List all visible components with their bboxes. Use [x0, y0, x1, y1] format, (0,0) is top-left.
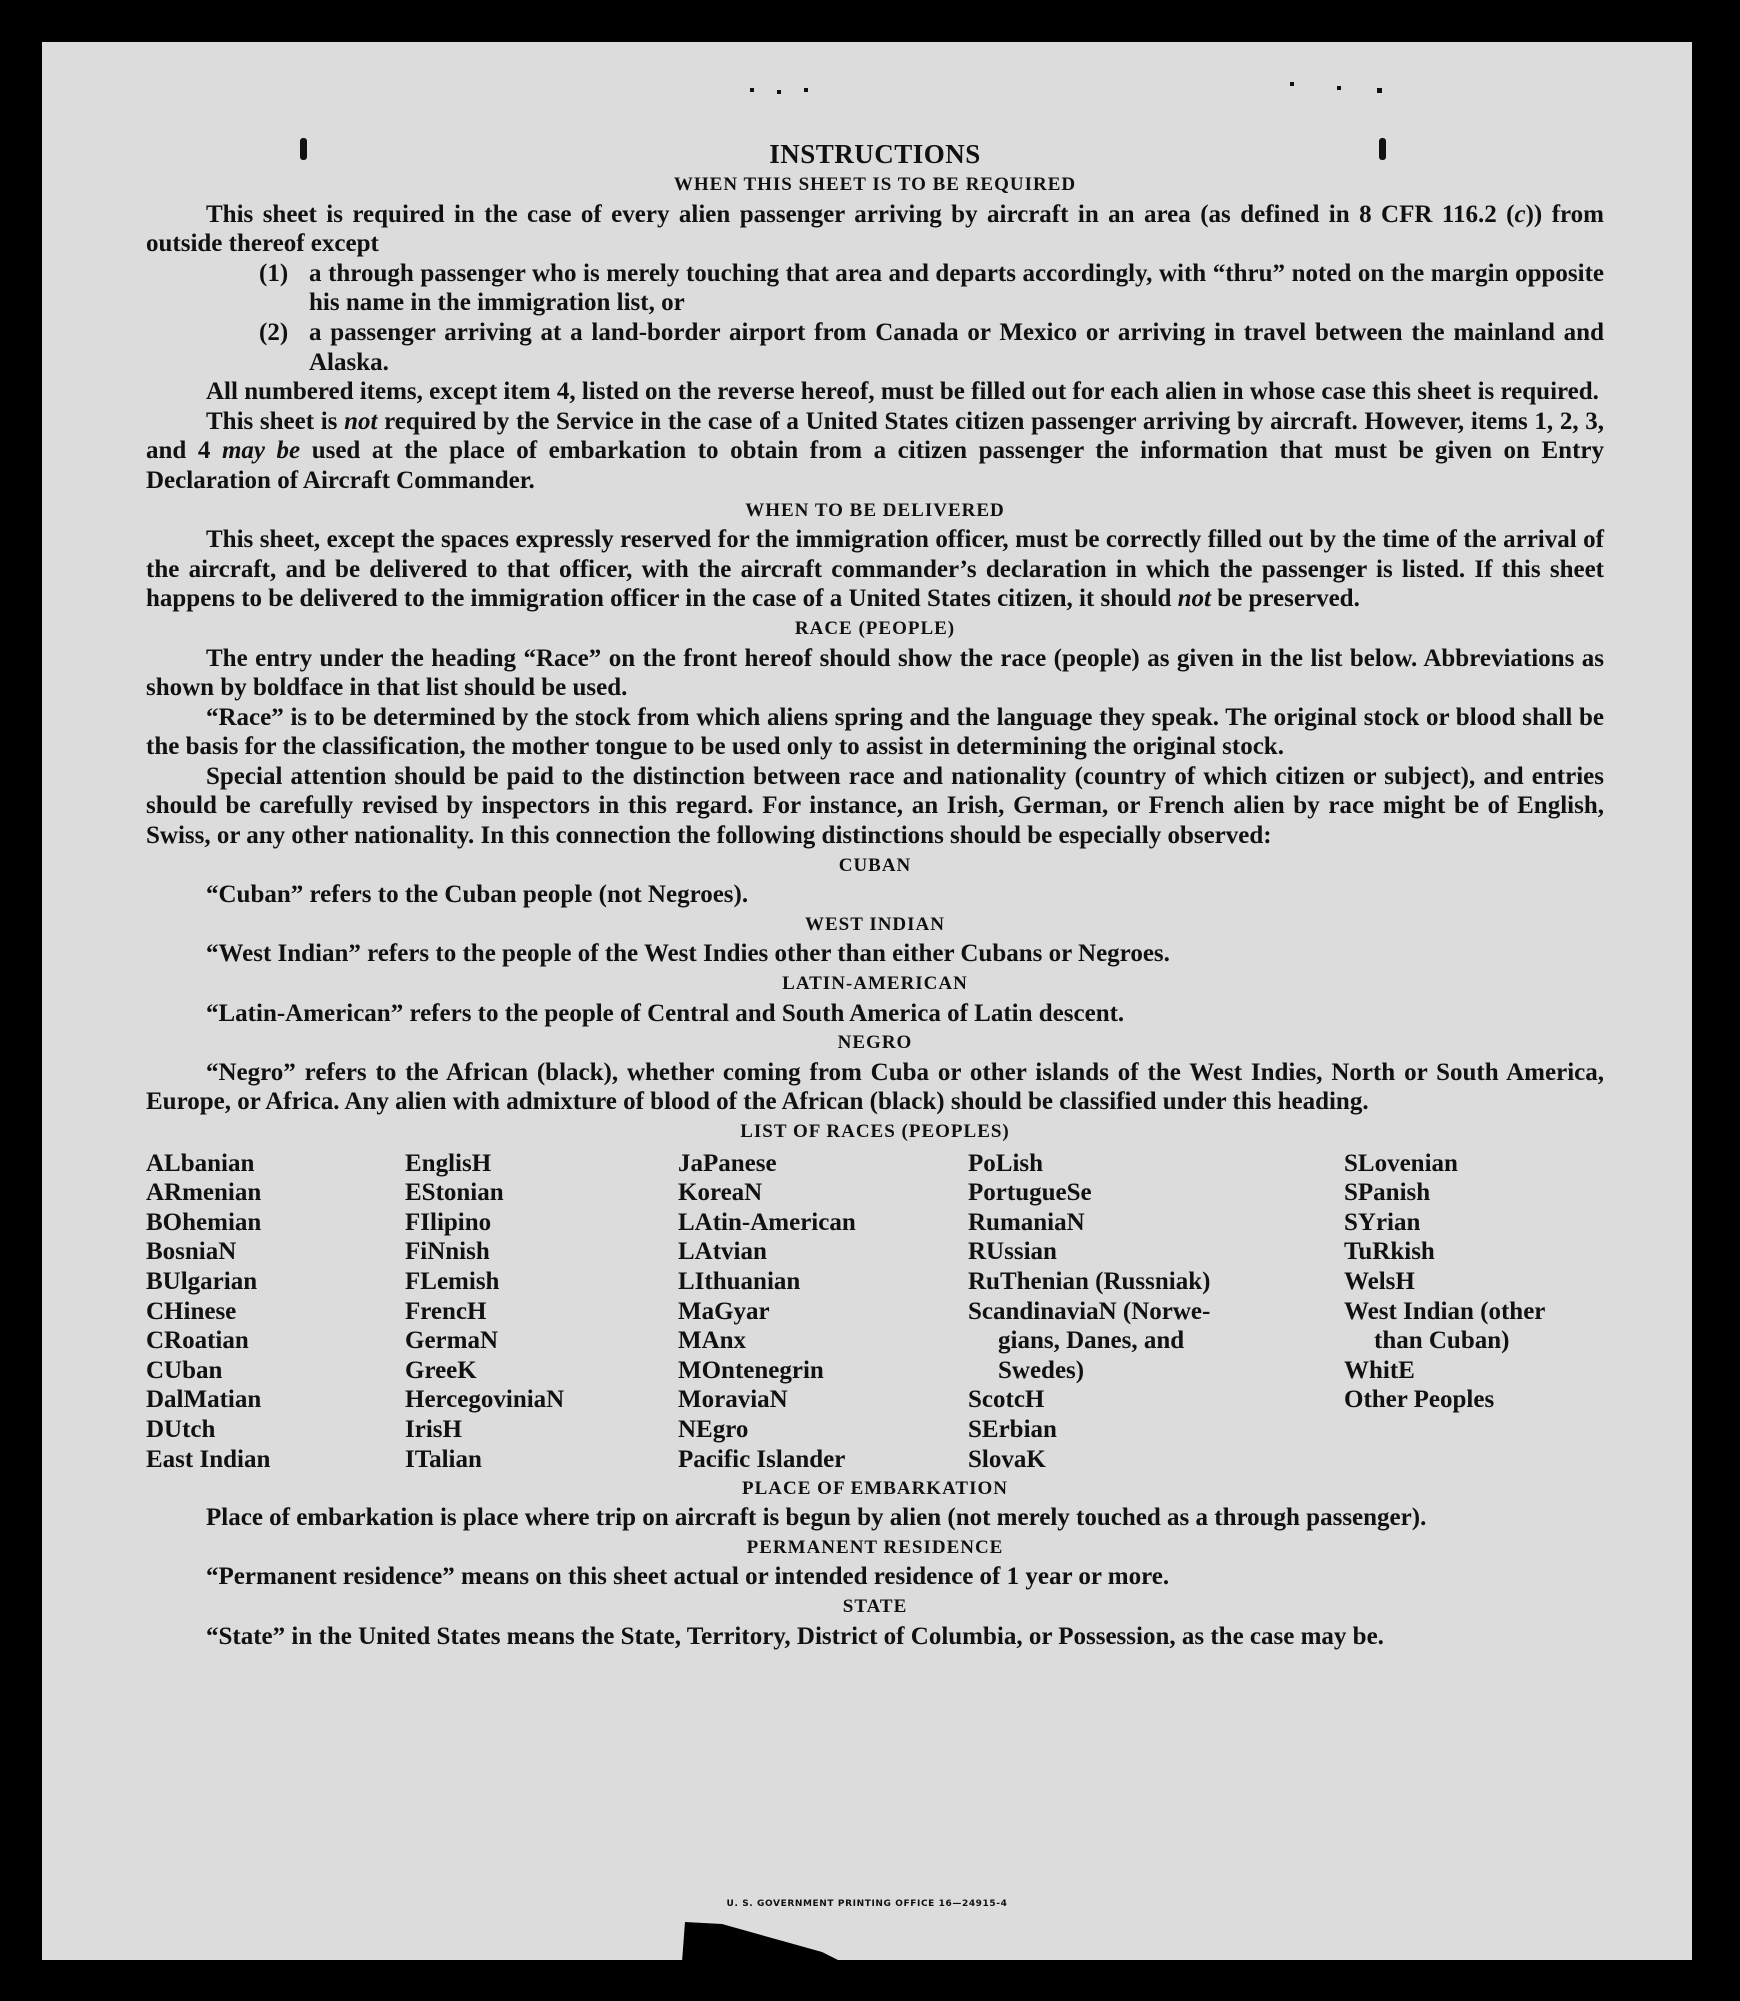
race-entry: FiNnish: [405, 1238, 490, 1266]
text-run: used at the place of embarkation to obtain from a citizen passenger the information that must be given on Entry Declaration of Aircraft Commander.: [146, 437, 1604, 494]
section-heading: RACE (PEOPLE): [794, 617, 956, 639]
races-column: [678, 1149, 856, 1475]
race-entry: EnglisH: [405, 1149, 492, 1177]
section-heading: PERMANENT RESIDENCE: [746, 1536, 1004, 1558]
paragraph: [146, 703, 1604, 762]
paragraph: [146, 1503, 1604, 1533]
race-entry: KoreaN: [678, 1179, 763, 1207]
paragraph: [146, 200, 1604, 259]
text-run: required by the Service in the case of a United States citizen passenger arriving by aircraft. However, items 1, 2, 3, and 4: [146, 407, 1604, 465]
scan-dot: [804, 88, 808, 92]
paragraph: [146, 377, 1604, 407]
section-heading: CUBAN: [838, 854, 912, 876]
race-entry: ScotcH: [968, 1386, 1045, 1414]
emphasis-text: not: [344, 407, 378, 435]
text-run: Place of embarkation is place where trip on aircraft is begun by alien (not merely touched as a through passenger).: [206, 1504, 1427, 1532]
race-entry: GermaN: [405, 1327, 499, 1355]
text-run: The entry under the heading “Race” on the front hereof should show the race (people) as given in the list below. Abbreviations as shown by boldface in that list should be used.: [146, 644, 1604, 702]
emphasis-text: not: [1177, 585, 1211, 613]
scan-dot: [750, 88, 754, 92]
race-entry: West Indian (other: [1344, 1297, 1546, 1325]
race-entry: RumaniaN: [968, 1208, 1085, 1236]
scan-dot: [1377, 88, 1382, 93]
paragraph: [146, 525, 1604, 614]
race-entry: HercegoviniaN: [405, 1386, 565, 1414]
race-entry: DUtch: [146, 1415, 216, 1443]
race-entry: ScandinaviaN (Norwe-: [968, 1297, 1211, 1325]
race-entry: SLovenian: [1344, 1149, 1458, 1177]
section-heading: LATIN-AMERICAN: [782, 973, 968, 995]
text-run: “Cuban” refers to the Cuban people (not Negroes).: [206, 881, 749, 909]
item-text: [309, 318, 1604, 377]
race-entry: LIthuanian: [678, 1267, 801, 1295]
text-run: “Negro” refers to the African (black), whether coming from Cuba or other islands of the West Indies, North or South America, Europe, or Africa. Any alien with admixture of blood of the African (black) should be classified under this heading.: [146, 1058, 1604, 1116]
races-column: [968, 1149, 1210, 1475]
text-run: “State” in the United States means the State, Territory, District of Columbia, or Possession, as the case may be.: [206, 1622, 1384, 1650]
race-entry: NEgro: [678, 1415, 749, 1443]
race-entry: CHinese: [146, 1297, 237, 1325]
race-entry: East Indian: [146, 1445, 271, 1473]
race-entry: ALbanian: [146, 1149, 255, 1177]
race-entry: WelsH: [1344, 1267, 1415, 1295]
race-entry: BosniaN: [146, 1238, 237, 1266]
paragraph: [146, 762, 1604, 851]
race-entry: BUlgarian: [146, 1267, 258, 1295]
emphasis-text: may be: [221, 437, 301, 465]
races-column: [405, 1149, 564, 1475]
races-column: [146, 1149, 270, 1475]
section-heading: WEST INDIAN: [805, 913, 945, 935]
section-heading: LIST OF RACES (PEOPLES): [740, 1121, 1010, 1142]
race-entry: BOhemian: [146, 1208, 262, 1236]
race-entry: FLemish: [405, 1267, 500, 1295]
race-entry: IrisH: [405, 1415, 462, 1443]
race-entry: GreeK: [405, 1356, 477, 1384]
paragraph: [146, 407, 1604, 496]
text-run: “Latin-American” refers to the people of Central and South America of Latin descent.: [206, 999, 1125, 1027]
document-page: [42, 42, 1692, 1960]
section-heading: WHEN THIS SHEET IS TO BE REQUIRED: [673, 174, 1077, 195]
paragraph: [146, 1562, 1604, 1592]
race-entry: MaGyar: [678, 1297, 770, 1325]
race-entry: Other Peoples: [1344, 1386, 1495, 1414]
text-run: This sheet, except the spaces expressly reserved for the immigration officer, must be correctly filled out by the time of the arrival of the aircraft, and be delivered to that officer, with the aircraft commander’s declaration in which the passenger is listed. If this sheet happens to be delivered to the immigration officer in the case of a United States citizen, it should: [146, 526, 1604, 613]
paragraph: [146, 999, 1604, 1029]
torn-edge: [682, 1912, 982, 1962]
race-entry: CRoatian: [146, 1327, 249, 1355]
text-run: “Permanent residence” means on this sheet actual or intended residence of 1 year or more.: [206, 1563, 1170, 1591]
race-entry: SYrian: [1344, 1208, 1421, 1236]
race-entry: Swedes): [998, 1356, 1085, 1384]
race-entry: PortugueSe: [968, 1179, 1092, 1207]
race-entry: LAtin-American: [678, 1208, 856, 1236]
race-entry: JaPanese: [678, 1149, 777, 1177]
race-entry: RuThenian (Russniak): [968, 1267, 1211, 1295]
section-heading: WHEN TO BE DELIVERED: [745, 499, 1005, 521]
race-entry: SlovaK: [968, 1445, 1046, 1473]
scan-dot: [777, 90, 781, 94]
item-number: (1): [259, 259, 289, 287]
race-entry: ITalian: [405, 1445, 482, 1473]
paragraph: [146, 880, 1604, 910]
text-run: This sheet is required in the case of every alien passenger arriving by aircraft in an area (as defined in 8 CFR 116.2 (: [206, 200, 1515, 228]
section-heading: PLACE OF EMBARKATION: [742, 1477, 1008, 1499]
section-heading: STATE: [842, 1595, 908, 1617]
section-heading: NEGRO: [837, 1032, 913, 1054]
document-title: INSTRUCTIONS: [769, 139, 981, 169]
text-run: “West Indian” refers to the people of the West Indies other than either Cubans or Negroes.: [206, 940, 1170, 968]
paragraph: [146, 939, 1604, 969]
paragraph: [146, 1622, 1604, 1652]
scan-dot: [1337, 86, 1341, 90]
list-item: [146, 259, 1604, 318]
text-run: a passenger arriving at a land-border airport from Canada or Mexico or arriving in travel between the mainland and Alaska.: [309, 318, 1604, 376]
race-entry: gians, Danes, and: [998, 1327, 1185, 1355]
text-run: )) from outside thereof except: [146, 200, 1604, 258]
text-run: “Race” is to be determined by the stock from which aliens spring and the language they speak. The original stock or blood shall be the basis for the classification, the mother tongue to be used only to assist in determining the original stock.: [146, 703, 1604, 761]
scan-dot: [1290, 82, 1294, 86]
text-run: All numbered items, except item 4, listed on the reverse hereof, must be filled out for each alien in whose case this sheet is required.: [206, 378, 1599, 406]
item-number: (2): [259, 318, 289, 346]
race-entry: MAnx: [678, 1327, 747, 1355]
races-column: [1344, 1149, 1545, 1415]
race-entry: Pacific Islander: [678, 1445, 846, 1473]
text-run: be preserved.: [1211, 585, 1360, 613]
printer-imprint: U. S. GOVERNMENT PRINTING OFFICE 16—24915-4: [726, 1899, 1008, 1909]
race-entry: TuRkish: [1344, 1238, 1435, 1266]
emphasis-text: c: [1514, 200, 1526, 228]
list-item: [146, 318, 1604, 377]
instructions-body: [146, 138, 1604, 1651]
paragraph: [146, 644, 1604, 703]
race-entry: PoLish: [968, 1149, 1044, 1177]
race-entry: FrencH: [405, 1297, 487, 1325]
text-run: This sheet is: [206, 407, 345, 435]
race-entry: FIlipino: [405, 1208, 492, 1236]
race-entry: EStonian: [405, 1179, 504, 1207]
paragraph: [146, 1058, 1604, 1117]
races-list: [146, 1149, 1604, 1474]
item-text: [309, 259, 1604, 318]
race-entry: MoraviaN: [678, 1386, 788, 1414]
race-entry: ARmenian: [146, 1179, 262, 1207]
text-run: a through passenger who is merely touching that area and departs accordingly, with “thru” noted on the margin opposite his name in the immigration list, or: [309, 259, 1604, 317]
race-entry: MOntenegrin: [678, 1356, 824, 1384]
text-run: Special attention should be paid to the distinction between race and nationality (country of which citizen or subject), and entries should be carefully revised by inspectors in this regard. For instance, an Irish, German, or French alien by race might be of English, Swiss, or any other nationality. In this connection the following distinctions should be especially observed:: [146, 762, 1604, 850]
race-entry: than Cuban): [1374, 1327, 1510, 1355]
race-entry: SPanish: [1344, 1179, 1431, 1207]
race-entry: CUban: [146, 1356, 223, 1384]
race-entry: SErbian: [968, 1415, 1057, 1443]
race-entry: LAtvian: [678, 1238, 767, 1266]
race-entry: WhitE: [1344, 1356, 1415, 1384]
race-entry: RUssian: [968, 1238, 1057, 1266]
race-entry: DalMatian: [146, 1386, 262, 1414]
